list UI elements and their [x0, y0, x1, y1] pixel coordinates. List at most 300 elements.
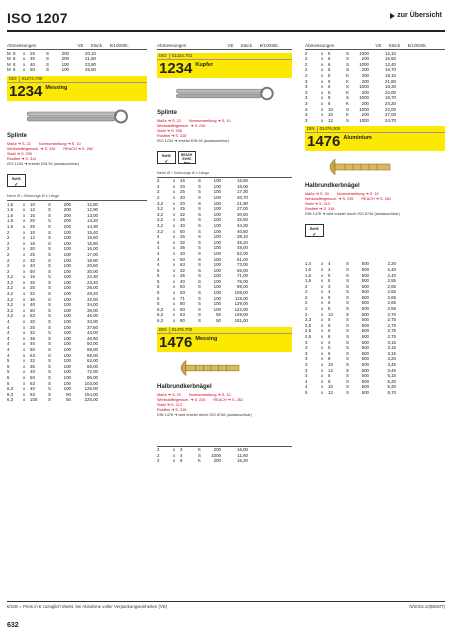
table-cell: 1000 — [359, 50, 369, 56]
table-cell: 100 — [63, 330, 71, 336]
rohs-badge — [157, 151, 176, 164]
table-cell: 500 — [361, 266, 369, 272]
table-cell: x — [23, 235, 26, 241]
table-cell: 3,2 — [7, 279, 14, 285]
table-cell: S — [48, 374, 51, 380]
table-cell: 129,00 — [234, 301, 248, 307]
info-material: Werkstoffeigensch. ➜ S. 230 — [157, 123, 206, 128]
header-rule — [7, 30, 445, 32]
table-cell: 22,00 — [385, 89, 396, 95]
table-cell: S — [346, 356, 349, 362]
table-cell: 100 — [63, 380, 71, 386]
table-cell: 118,00 — [234, 295, 248, 301]
table-cell: x — [321, 345, 324, 351]
table-cell: 16 — [30, 212, 35, 218]
table-cell: 12,10 — [385, 50, 396, 56]
table-cell: S — [48, 251, 51, 257]
table-cell: S — [48, 319, 51, 325]
table-cell: 18,10 — [385, 72, 396, 78]
table-cell: 63 — [30, 391, 35, 397]
article-material: Kupfer — [195, 61, 214, 68]
table-cell: S — [48, 330, 51, 336]
table-cell: 500 — [361, 350, 369, 356]
table-cell: S — [198, 245, 201, 251]
table-cell: M — [7, 67, 11, 73]
table-cell: x — [173, 183, 176, 189]
table-cell: x — [23, 240, 26, 246]
article-header — [157, 53, 292, 60]
table-cell: 8 — [13, 61, 16, 67]
table-cell: 5 — [328, 272, 331, 278]
table-cell: 2,5 — [305, 334, 312, 340]
table-cell: 100 — [213, 295, 221, 301]
table-cell: 2 — [305, 72, 308, 78]
table-cell: S — [198, 222, 201, 228]
table-cell: S — [198, 200, 201, 206]
table-cell: 16,50 — [385, 56, 396, 62]
table-cell: 25 — [30, 50, 35, 56]
table-cell: 100 — [213, 194, 221, 200]
table-cell: x — [173, 217, 176, 223]
table-cell: 3 — [305, 78, 308, 84]
rohs-label: RoHS — [162, 153, 171, 158]
table-cell: 100 — [213, 206, 221, 212]
table-cell: 3,2 — [7, 285, 14, 291]
table-row — [157, 458, 292, 464]
table-cell: 1,6 — [7, 201, 14, 207]
table-cell: 39,00 — [87, 307, 98, 313]
table-cell: S — [48, 347, 51, 352]
table-cell: 20 — [30, 246, 35, 252]
table-cell: 5 — [157, 290, 160, 296]
table-cell: 4 — [305, 378, 308, 384]
info-steel: Stahl ➜ S. 213 — [157, 402, 182, 407]
table-cell: x — [173, 312, 176, 318]
header-ve: VE — [375, 43, 382, 48]
table-cell: 6 — [328, 350, 331, 356]
table-cell: S — [48, 391, 51, 397]
article-number: 01234.701 — [169, 53, 195, 59]
table-row — [305, 390, 445, 396]
table-cell: 1,4 — [305, 261, 312, 267]
table-cell: 500 — [361, 317, 369, 323]
table-cell: x — [23, 246, 26, 252]
table-cell: x — [321, 339, 324, 345]
header-stueck: Stück — [240, 43, 252, 48]
table-cell: S — [48, 341, 51, 347]
table-cell: 3 — [305, 339, 308, 345]
table-cell: x — [321, 56, 324, 62]
table-cell: 25,50 — [85, 67, 96, 73]
table-cell: 32,00 — [87, 296, 98, 302]
table-cell: 2,65 — [387, 289, 396, 295]
table-cell: S — [198, 278, 201, 284]
table-cell: 3,45 — [387, 362, 396, 367]
size-note: Nenn Ø = Bohrungs Ø x Länge — [7, 193, 60, 198]
rohs-badge — [7, 174, 26, 187]
check-icon: ✓ — [312, 232, 317, 239]
table-cell: 3 — [305, 117, 308, 123]
product-info — [305, 192, 445, 217]
table-cell: S — [198, 301, 201, 307]
table-cell: x — [23, 207, 26, 213]
table-cell: x — [321, 95, 324, 101]
table-cell: 46,00 — [87, 313, 98, 319]
table-cell: 11,80 — [237, 452, 248, 458]
article-material: Aluminium — [343, 135, 372, 142]
table-cell: x — [173, 267, 176, 273]
table-cell: 2,75 — [387, 334, 396, 340]
table-cell: S — [198, 273, 201, 279]
table-cell: 12 — [328, 367, 333, 373]
header-price: €/100Stk. — [407, 43, 427, 48]
table-cell: 5 — [7, 363, 10, 369]
article-norm: ISO — [159, 52, 167, 58]
table-cell: 100 — [213, 234, 221, 240]
table-cell: 2,40 — [387, 272, 396, 278]
table-cell: S — [346, 106, 349, 112]
product-image — [157, 354, 292, 382]
table-cell: 3 — [180, 447, 183, 453]
table-cell: S — [346, 311, 349, 317]
table-cell: 200 — [63, 201, 71, 207]
table-cell: 3 — [328, 283, 331, 289]
info-norm: Normumstellung ➜ S. 10 — [336, 192, 379, 197]
table-cell: 4 — [305, 373, 308, 379]
page-number: 632 — [7, 622, 19, 629]
table-cell: x — [173, 295, 176, 301]
header-stueck: Stück — [90, 43, 102, 48]
footer-code: N/2015.10(BDMT) — [409, 603, 445, 609]
table-cell: 200 — [61, 56, 69, 62]
table-cell: 1000 — [359, 84, 369, 90]
table-cell: 2 — [305, 56, 308, 62]
table-cell: S — [198, 262, 201, 268]
table-cell: 63 — [30, 313, 35, 319]
table-cell: S — [198, 234, 201, 240]
table-cell: 20,70 — [237, 194, 248, 200]
table-cell: 100 — [63, 251, 71, 257]
table-cell: 5 — [157, 284, 160, 290]
info-replaces: DIN 1476 ➜ wird ersetzt durch ISO 8746 (austauschbar) — [305, 212, 400, 217]
table-cell: 2 — [305, 306, 308, 312]
table-cell: 100 — [213, 250, 221, 256]
table-cell: x — [23, 341, 26, 347]
table-cell: x — [321, 311, 324, 317]
grooved-pin-drawing — [157, 354, 292, 382]
header-rule — [157, 49, 292, 50]
table-cell: S — [346, 56, 349, 62]
table-cell: 100 — [213, 278, 221, 284]
table-cell: 100 — [63, 235, 71, 241]
table-cell: 1000 — [211, 452, 221, 458]
table-cell: 2 — [7, 263, 10, 269]
table-cell: 500 — [361, 373, 369, 379]
table-cell: 3,45 — [387, 367, 396, 373]
table-cell: 8 — [328, 356, 331, 362]
table-cell: 500 — [361, 356, 369, 362]
overview-link[interactable] — [390, 12, 442, 19]
article-material: Messing — [45, 84, 68, 91]
table-cell: 3,15 — [387, 350, 396, 356]
table-cell: x — [23, 296, 26, 302]
table-cell: x — [23, 380, 26, 386]
table-cell: S — [48, 246, 51, 252]
info-steel: Stahl ➜ S. 213 — [305, 202, 330, 207]
table-cell: 40 — [180, 278, 185, 284]
table-cell: x — [321, 350, 324, 356]
table-cell: 3,2 — [157, 206, 164, 212]
info-material: Werkstoffeigensch. ➜ S. 230 — [7, 146, 56, 151]
table-cell: M — [7, 56, 11, 62]
table-cell: x — [321, 50, 324, 56]
table-cell: x — [321, 362, 324, 367]
table-cell: 34,30 — [237, 222, 248, 228]
table-cell: 4 — [7, 330, 10, 336]
table-cell: 36 — [30, 296, 35, 302]
table-cell: 1,6 — [7, 223, 14, 229]
table-cell: x — [321, 117, 324, 123]
table-cell: 28,40 — [87, 291, 98, 297]
table-cell: 5 — [157, 273, 160, 279]
grooved-pin-drawing — [305, 153, 445, 181]
table-cell: x — [173, 228, 176, 234]
table-cell: S — [346, 384, 349, 390]
table-cell: x — [173, 206, 176, 212]
table-cell: 100 — [63, 324, 71, 330]
table-cell: S — [48, 285, 51, 291]
info-reach: REACH ➜ S. 262 — [213, 397, 243, 402]
table-cell: 40 — [180, 250, 185, 256]
table-cell: x — [173, 273, 176, 279]
table-cell: 2 — [157, 452, 160, 458]
table-cell: 3,2 — [7, 296, 14, 302]
arrow-right-icon — [390, 13, 395, 19]
table-cell: 16 — [180, 178, 185, 184]
table-cell: 100 — [61, 61, 69, 67]
table-cell: 40 — [30, 386, 35, 392]
table-cell: 100 — [213, 284, 221, 290]
table-cell: 5 — [328, 294, 331, 300]
table-cell: 4 — [157, 245, 160, 251]
article-number: 01476.700 — [169, 327, 195, 333]
table-cell: 40 — [30, 61, 35, 67]
table-cell: S — [198, 239, 201, 245]
table-cell: 2 — [7, 251, 10, 257]
table-cell: x — [173, 234, 176, 240]
info-reach: REACH ➜ S. 262 — [361, 197, 391, 202]
table-cell: 500 — [361, 345, 369, 351]
table-cell: S — [198, 284, 201, 290]
article-code: 1476 — [307, 133, 341, 151]
table-cell: S — [46, 50, 49, 56]
spacer — [157, 418, 292, 446]
table-cell: 16,20 — [237, 458, 248, 464]
table-cell: 100 — [63, 374, 71, 380]
table-cell: 100 — [213, 273, 221, 279]
article-code: 1476 — [159, 333, 193, 351]
table-cell: x — [23, 386, 26, 392]
table-cell: 100 — [213, 256, 221, 262]
table-cell: 24,70 — [385, 117, 396, 123]
table-cell: x — [23, 291, 26, 297]
table-cell: K — [346, 72, 349, 78]
table-cell: 4 — [328, 261, 331, 267]
table-cell: x — [321, 106, 324, 112]
table-cell: S — [346, 283, 349, 289]
article-box — [305, 126, 445, 151]
table-cell: 2 — [157, 458, 160, 464]
table-cell: x — [23, 363, 26, 369]
table-cell: S — [48, 229, 51, 235]
table-cell: 2,3 — [305, 317, 312, 323]
table-cell: 3,2 — [157, 222, 164, 228]
table-cell: 500 — [361, 272, 369, 278]
table-cell: 15,60 — [87, 235, 98, 241]
table-cell: 5 — [328, 322, 331, 328]
table-cell: S — [346, 373, 349, 379]
info-norm: Normumstellung ➜ S. 10 — [188, 118, 231, 123]
table-cell: 1000 — [359, 106, 369, 112]
article-norm: ISO — [9, 75, 17, 81]
table-cell: 100 — [213, 183, 221, 189]
header-dims: Abmessungen — [305, 43, 335, 48]
table-cell: 17,00 — [87, 251, 98, 257]
table-cell: 2 — [157, 189, 160, 195]
table-cell: x — [23, 319, 26, 325]
table-cell: 2,40 — [387, 266, 396, 272]
table-cell: 50 — [66, 391, 71, 397]
table-cell: 200 — [63, 207, 71, 213]
table-cell: 3 — [305, 362, 308, 367]
product-image — [157, 80, 292, 108]
table-cell: 500 — [361, 384, 369, 390]
rule — [157, 446, 292, 447]
article-box — [157, 327, 292, 352]
article-number: 01274.700 — [19, 76, 45, 82]
table-cell: S — [346, 95, 349, 101]
table-cell: 40 — [180, 194, 185, 200]
table-cell: 100 — [63, 352, 71, 358]
table-cell: 6,3 — [7, 397, 14, 403]
info-replaces: DIN 1476 ➜ wird ersetzt durch ISO 8746 (austauschbar) — [157, 412, 252, 417]
table-cell: 30,00 — [87, 268, 98, 274]
table-cell: 15,80 — [87, 240, 98, 246]
table-cell: 5 — [328, 50, 331, 56]
table-cell: 3,15 — [387, 339, 396, 345]
table-cell: 500 — [361, 300, 369, 306]
article-header — [7, 76, 147, 83]
article-norm: DIN — [159, 326, 167, 332]
table-cell: 2,75 — [387, 322, 396, 328]
info-replaces: ISO 1234 ➜ ersetzt DIN 94 (austauschbar) — [157, 138, 229, 143]
table-cell: x — [23, 268, 26, 274]
table-cell: 3,2 — [157, 200, 164, 206]
table-cell: S — [346, 61, 349, 67]
table-cell: S — [48, 268, 51, 274]
table-cell: S — [48, 302, 51, 308]
table-cell: S — [48, 369, 51, 375]
table-cell: 6,3 — [7, 391, 14, 397]
header-price: €/100Stk. — [109, 43, 129, 48]
table-cell: 72,00 — [87, 369, 98, 375]
table-cell: 45,20 — [237, 239, 248, 245]
table-cell: 3 — [305, 112, 308, 118]
article-box — [157, 53, 292, 78]
table-cell: S — [48, 201, 51, 207]
table-cell: x — [321, 378, 324, 384]
table-cell: 15,60 — [237, 178, 248, 184]
size-note: Nenn Ø = Bohrungs Ø x Länge — [157, 170, 210, 175]
table-cell: 2,70 — [387, 311, 396, 317]
table-cell: 16 — [30, 274, 35, 280]
table-cell: S — [48, 207, 51, 213]
table-cell: S — [48, 397, 51, 403]
table-cell: 100 — [63, 307, 71, 313]
reach-badge: REACH SVHC free — [178, 151, 196, 164]
table-cell: 27,00 — [385, 112, 396, 118]
table-cell: 200 — [63, 218, 71, 224]
table-cell: 200 — [213, 447, 221, 453]
table-cell: 5 — [305, 389, 308, 395]
table-cell: 3,2 — [7, 291, 14, 297]
table-cell: 4 — [328, 289, 331, 295]
table-cell: 15,40 — [87, 229, 98, 235]
check-icon: ✓ — [14, 181, 19, 188]
table-cell: 40 — [30, 302, 35, 308]
table-cell: x — [173, 301, 176, 307]
table-cell: 6,3 — [7, 386, 14, 392]
table-cell: 108,00 — [234, 290, 248, 296]
table-cell: S — [198, 228, 201, 234]
article-material: Messing — [195, 335, 218, 342]
table-cell: S — [198, 290, 201, 296]
table-cell: 100 — [213, 245, 221, 251]
table-cell: 8 — [328, 378, 331, 384]
table-cell: 2 — [7, 246, 10, 252]
table-cell: x — [173, 458, 176, 464]
table-cell: 63 — [30, 380, 35, 386]
table-cell: 13,20 — [87, 218, 98, 224]
table-cell: S — [48, 335, 51, 341]
table-cell: 32 — [30, 358, 35, 364]
table-cell: 6 — [328, 61, 331, 67]
table-cell: 500 — [361, 378, 369, 384]
table-cell: x — [173, 452, 176, 458]
table-cell: 10 — [30, 229, 35, 235]
column-header — [305, 42, 445, 49]
table-cell: S — [48, 296, 51, 302]
article-header — [157, 327, 292, 334]
table-cell: 100 — [213, 301, 221, 307]
table-cell: 5 — [328, 345, 331, 351]
table-cell: S — [48, 291, 51, 297]
table-cell: 2,55 — [387, 278, 396, 284]
table-cell: S — [346, 272, 349, 278]
table-cell: 4 — [328, 339, 331, 345]
table-cell: 40 — [180, 222, 185, 228]
table-cell: 3,2 — [157, 228, 164, 234]
table-cell: S — [48, 313, 51, 319]
table-cell: 24,20 — [385, 100, 396, 106]
column-2 — [157, 42, 292, 464]
table-cell: x — [173, 245, 176, 251]
rohs-label: RoHS — [12, 176, 21, 181]
table-cell: 32 — [30, 291, 35, 297]
table-cell: 8 — [13, 50, 16, 56]
table-cell: 32,50 — [237, 217, 248, 223]
table-cell: S — [198, 178, 201, 184]
